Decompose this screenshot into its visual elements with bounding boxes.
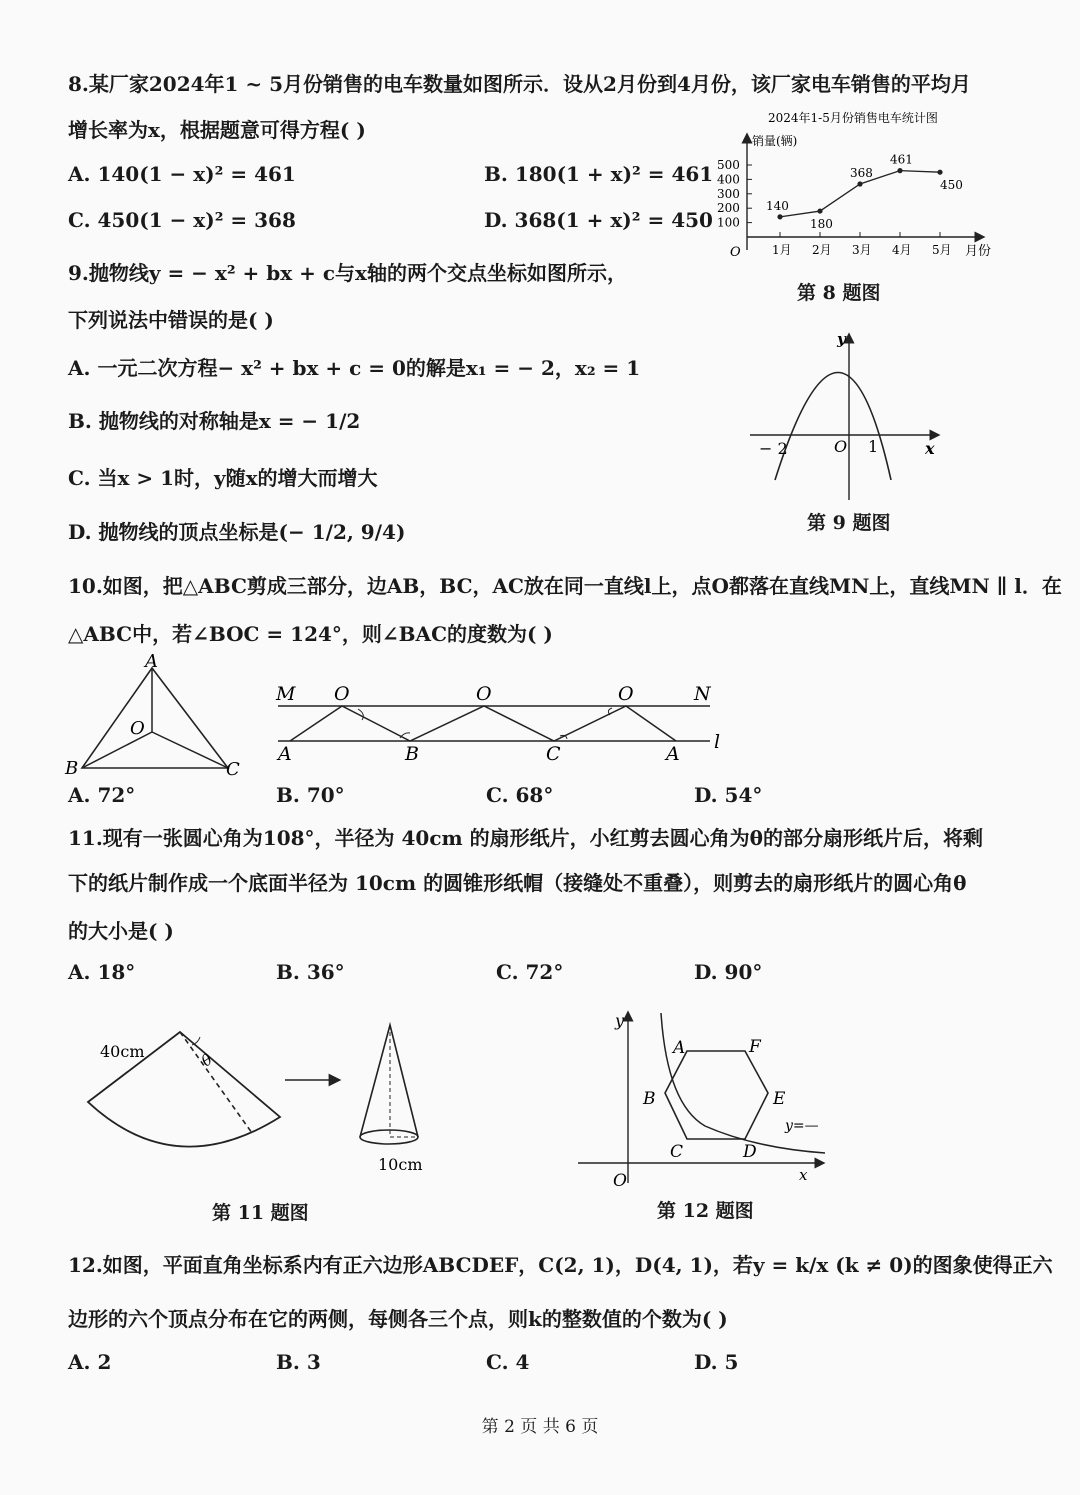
- triangle-abc: [82, 668, 228, 768]
- chart-y-axis-label: 销量(辆): [752, 134, 798, 148]
- q8-option-d: D. 368(1 + x)² = 450: [484, 208, 713, 232]
- q8-figure-caption: 第 8 题图: [797, 282, 881, 304]
- q12-figure-caption: 第 12 题图: [657, 1200, 754, 1222]
- hexagon-abcdef: [665, 1051, 768, 1139]
- q12-option-c: C. 4: [486, 1350, 530, 1374]
- q9-figure-caption: 第 9 题图: [807, 512, 891, 534]
- q12-option-b: B. 3: [276, 1350, 321, 1374]
- data-point: [777, 214, 782, 219]
- q10-option-b: B. 70°: [276, 783, 345, 807]
- hex-label-d: D: [743, 1142, 757, 1162]
- hex-label-e: E: [773, 1089, 786, 1109]
- tri-label-o: O: [130, 718, 145, 739]
- q12-stem-line2: 边形的六个顶点分布在它的两侧，每侧各三个点，则k的整数值的个数为( ): [68, 1307, 728, 1331]
- tri-label-b: B: [65, 758, 79, 779]
- q8-line-chart: [710, 100, 1010, 268]
- q9-stem-line1: 9.抛物线y = − x² + bx + c与x轴的两个交点坐标如图所示，: [68, 261, 627, 285]
- q9-option-c: C. 当x > 1时，y随x的增大而增大: [68, 466, 378, 490]
- q12-stem-line1: 12.如图，平面直角坐标系内有正六边形ABCDEF，C(2, 1)，D(4, 1)，若y = k/x (k ≠ 0)的图象使得正六: [68, 1253, 1053, 1277]
- q9-option-d: D. 抛物线的顶点坐标是(− 1/2, 9/4): [68, 520, 406, 544]
- q9-parabola-curve: [775, 373, 891, 481]
- q11-stem-line1: 11.现有一张圆心角为108°，半径为 40cm 的扇形纸片，小红剪去圆心角为θ的部分扇形纸片后，将剩: [68, 826, 983, 850]
- data-label: 180: [810, 217, 833, 232]
- q8-option-a: A. 140(1 − x)² = 461: [68, 162, 296, 186]
- q11-sector-cone-figure: [80, 1015, 440, 1180]
- q10-option-a: A. 72°: [68, 783, 136, 807]
- data-label: 368: [850, 166, 873, 181]
- zigzag-pieces: [290, 706, 676, 741]
- cone-shape: [360, 1025, 418, 1137]
- strip-label-o3: O: [618, 683, 634, 705]
- x-tick-label: 1月: [772, 243, 792, 257]
- cut-line: [180, 1032, 252, 1133]
- strip-label-a2: A: [666, 743, 680, 765]
- hex-label-b: B: [643, 1089, 656, 1109]
- q10-stem-line1: 10.如图，把△ABC剪成三部分，边AB，BC，AC放在同一直线l上，点O都落在直线MN上，直线MN ∥ l．在: [68, 574, 1062, 598]
- x-tick-label: 2月: [812, 243, 832, 257]
- hex-label-c: C: [670, 1142, 684, 1162]
- hex-label-a: A: [673, 1038, 686, 1058]
- cone-radius-label: 10cm: [378, 1155, 423, 1174]
- q9-root-1: 1: [868, 437, 879, 456]
- strip-label-c: C: [546, 743, 561, 765]
- q9-stem-line2: 下列说法中错误的是( ): [68, 308, 274, 332]
- q8-stem-line1: 8.某厂家2024年1 ~ 5月份销售的电车数量如图所示．设从2月份到4月份，该厂家电车销售的平均月: [68, 72, 971, 96]
- x-tick-label: 5月: [932, 243, 952, 257]
- data-label: 140: [766, 198, 789, 213]
- theta-label: θ: [197, 1050, 216, 1071]
- data-point: [937, 170, 942, 175]
- q8-stem-line2: 增长率为x，根据题意可得方程( ): [68, 118, 366, 142]
- q12-hexagon-graph: [575, 1008, 835, 1193]
- tri-label-a: A: [145, 651, 158, 672]
- tri-label-c: C: [226, 759, 240, 780]
- q11-option-b: B. 36°: [276, 960, 345, 984]
- q11-option-a: A. 18°: [68, 960, 136, 984]
- q9-origin: O: [834, 437, 848, 456]
- x-tick-label: 4月: [892, 243, 912, 257]
- data-point: [817, 208, 822, 213]
- q12-curve-label: y=—: [785, 1118, 819, 1134]
- q9-option-a: A. 一元二次方程− x² + bx + c = 0的解是x₁ = − 2，x₂ = 1: [68, 356, 641, 380]
- page-footer: 第 2 页 共 6 页: [481, 1417, 599, 1437]
- chart-origin: O: [730, 245, 741, 260]
- segment-oc: [152, 732, 228, 768]
- cone-base: [360, 1130, 418, 1144]
- strip-label-m: M: [276, 683, 296, 705]
- strip-label-o1: O: [334, 683, 350, 705]
- q11-option-d: D. 90°: [694, 960, 763, 984]
- strip-label-n: N: [694, 683, 711, 705]
- y-tick-label: 500: [717, 158, 740, 172]
- q9-root-neg2: − 2: [759, 439, 788, 458]
- q9-option-b: B. 抛物线的对称轴是x = − 1/2: [68, 409, 361, 433]
- q9-y-label: y: [837, 330, 846, 348]
- strip-label-b: B: [405, 743, 419, 765]
- q10-stem-line2: △ABC中，若∠BOC = 124°，则∠BAC的度数为( ): [68, 622, 553, 646]
- q8-option-b: B. 180(1 + x)² = 461: [484, 162, 714, 186]
- q12-x-label: x: [799, 1166, 808, 1184]
- data-label: 450: [940, 178, 963, 193]
- q11-stem-line3: 的大小是( ): [68, 919, 174, 943]
- hex-label-f: F: [749, 1037, 761, 1057]
- q10-strip-figure: [270, 678, 740, 768]
- x-tick-label: 3月: [852, 243, 872, 257]
- sector-radius-label: 40cm: [100, 1042, 145, 1061]
- q12-y-label: y: [615, 1011, 625, 1030]
- q12-option-a: A. 2: [68, 1350, 112, 1374]
- q12-option-d: D. 5: [694, 1350, 739, 1374]
- q11-option-c: C. 72°: [496, 960, 564, 984]
- data-point: [897, 168, 902, 173]
- strip-label-o2: O: [476, 683, 492, 705]
- q8-option-c: C. 450(1 − x)² = 368: [68, 208, 296, 232]
- q9-x-label: x: [925, 439, 935, 458]
- y-tick-label: 400: [717, 172, 740, 187]
- q10-triangle-figure: [60, 650, 260, 785]
- chart-title: 2024年1-5月份销售电车统计图: [768, 111, 938, 125]
- chart-x-axis-label: 月份: [965, 244, 992, 259]
- q12-origin: O: [613, 1171, 627, 1191]
- y-tick-label: 100: [717, 215, 740, 230]
- y-tick-label: 300: [717, 186, 740, 201]
- data-label: 461: [890, 152, 913, 167]
- data-point: [857, 181, 862, 186]
- q10-option-d: D. 54°: [694, 783, 763, 807]
- y-tick-label: 200: [717, 201, 740, 216]
- q9-parabola-graph: [745, 330, 945, 505]
- strip-label-a1: A: [278, 743, 292, 765]
- q11-figure-caption: 第 11 题图: [212, 1202, 309, 1224]
- q11-stem-line2: 下的纸片制作成一个底面半径为 10cm 的圆锥形纸帽（接缝处不重叠），则剪去的扇形纸片的圆心角θ: [68, 871, 967, 895]
- q10-option-c: C. 68°: [486, 783, 554, 807]
- strip-label-l: l: [714, 731, 721, 753]
